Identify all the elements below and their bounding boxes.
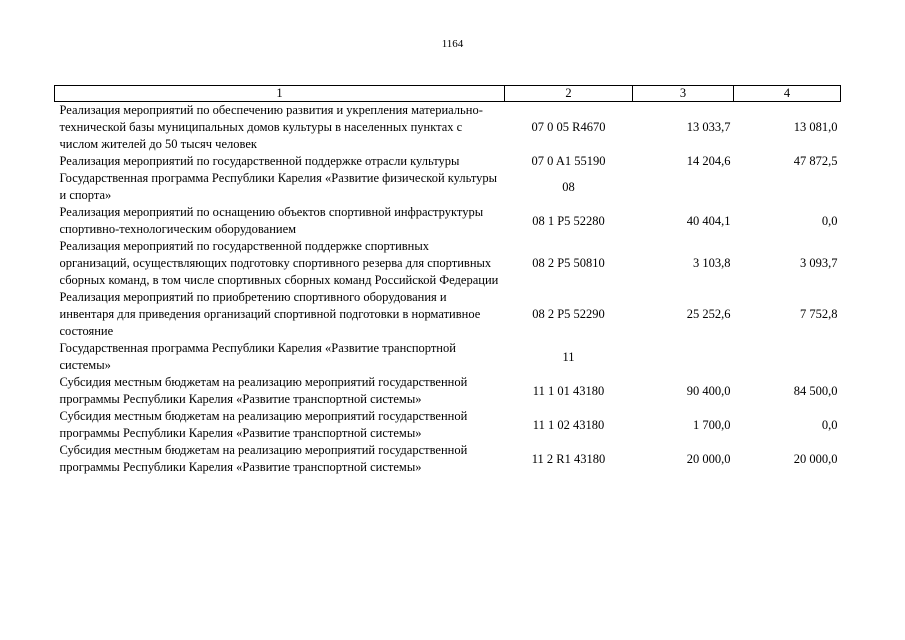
row-value-col3: 20 000,0 (686, 451, 731, 466)
column-header-1: 1 (55, 86, 505, 102)
row-value-col4 (734, 170, 841, 204)
row-value-col3: 13 033,7 (686, 120, 731, 134)
table-row (55, 289, 841, 340)
row-code: 11 1 02 43180 (532, 417, 605, 432)
row-code: 11 (562, 349, 575, 364)
row-value-col3: 25 252,6 (686, 307, 731, 321)
row-code: 08 2 P5 52290 (532, 307, 605, 321)
row-code: 07 0 05 R4670 (531, 120, 606, 134)
row-code: 07 0 A1 55190 (531, 154, 606, 168)
row-name: Субсидия местным бюджетам на реализацию мероприятий государственной программы Республики Карелия «Развитие транспортной системы» (59, 443, 468, 474)
table-row (55, 340, 841, 374)
row-value-col3: 3 103,8 (693, 256, 731, 270)
row-name: Субсидия местным бюджетам на реализацию мероприятий государственной программы Республики Карелия «Развитие транспортной системы» (59, 409, 468, 440)
table-row (55, 374, 841, 408)
row-code: 08 1 P5 52280 (532, 213, 605, 228)
row-value-col4: 0,0 (821, 417, 838, 432)
row-code: 11 2 R1 43180 (531, 451, 606, 466)
row-name: Государственная программа Республики Карелия «Развитие физической культуры и спорта» (59, 171, 498, 202)
row-code: 11 1 01 43180 (532, 383, 605, 398)
row-name: Реализация мероприятий по оснащению объектов спортивной инфраструктуры спортивно-технологическим оборудованием (59, 205, 484, 236)
row-code: 08 (562, 179, 575, 194)
budget-table (54, 85, 841, 476)
table-row (55, 442, 841, 476)
table-row (55, 170, 841, 204)
row-value-col4: 47 872,5 (793, 154, 838, 168)
row-value-col3: 1 700,0 (693, 417, 731, 432)
row-value-col3 (633, 170, 734, 204)
row-name: Государственная программа Республики Карелия «Развитие транспортной системы» (59, 341, 456, 372)
column-header-2: 2 (505, 86, 633, 102)
table-row (55, 238, 841, 289)
row-value-col3: 14 204,6 (686, 154, 731, 168)
column-header-3: 3 (633, 86, 734, 102)
row-value-col3: 40 404,1 (686, 213, 731, 228)
row-value-col4: 84 500,0 (793, 383, 838, 398)
row-name: Субсидия местным бюджетам на реализацию мероприятий государственной программы Республики Карелия «Развитие транспортной системы» (59, 375, 468, 406)
row-name: Реализация мероприятий по государственной поддержке спортивных организаций, осуществляющих подготовку спортивного резерва для спортивных сборных команд, в том числе спортивных сборных команд Российской Федерации (59, 239, 499, 287)
row-value-col3: 90 400,0 (686, 383, 731, 398)
row-name: Реализация мероприятий по приобретению спортивного оборудования и инвентаря для приведения организаций спортивной подготовки в нормативное состояние (59, 290, 481, 338)
table-header-row (55, 86, 841, 102)
row-value-col4: 7 752,8 (800, 307, 838, 321)
row-value-col4: 3 093,7 (800, 256, 838, 270)
row-value-col3 (633, 340, 734, 374)
row-name: Реализация мероприятий по обеспечению развития и укрепления материально-технической базы муниципальных домов культуры в населенных пунктах с числом жителей до 50 тысяч человек (59, 103, 483, 151)
row-value-col4: 20 000,0 (793, 451, 838, 466)
column-header-4: 4 (734, 86, 841, 102)
row-value-col4 (734, 340, 841, 374)
table-row (55, 153, 841, 170)
row-value-col4: 13 081,0 (793, 120, 838, 134)
row-code: 08 2 P5 50810 (532, 256, 605, 270)
page-number: 1164 (441, 38, 464, 50)
table-row (55, 408, 841, 442)
table-row (55, 102, 841, 154)
table-row (55, 204, 841, 238)
row-name: Реализация мероприятий по государственной поддержке отрасли культуры (59, 154, 460, 168)
row-value-col4: 0,0 (821, 213, 838, 228)
